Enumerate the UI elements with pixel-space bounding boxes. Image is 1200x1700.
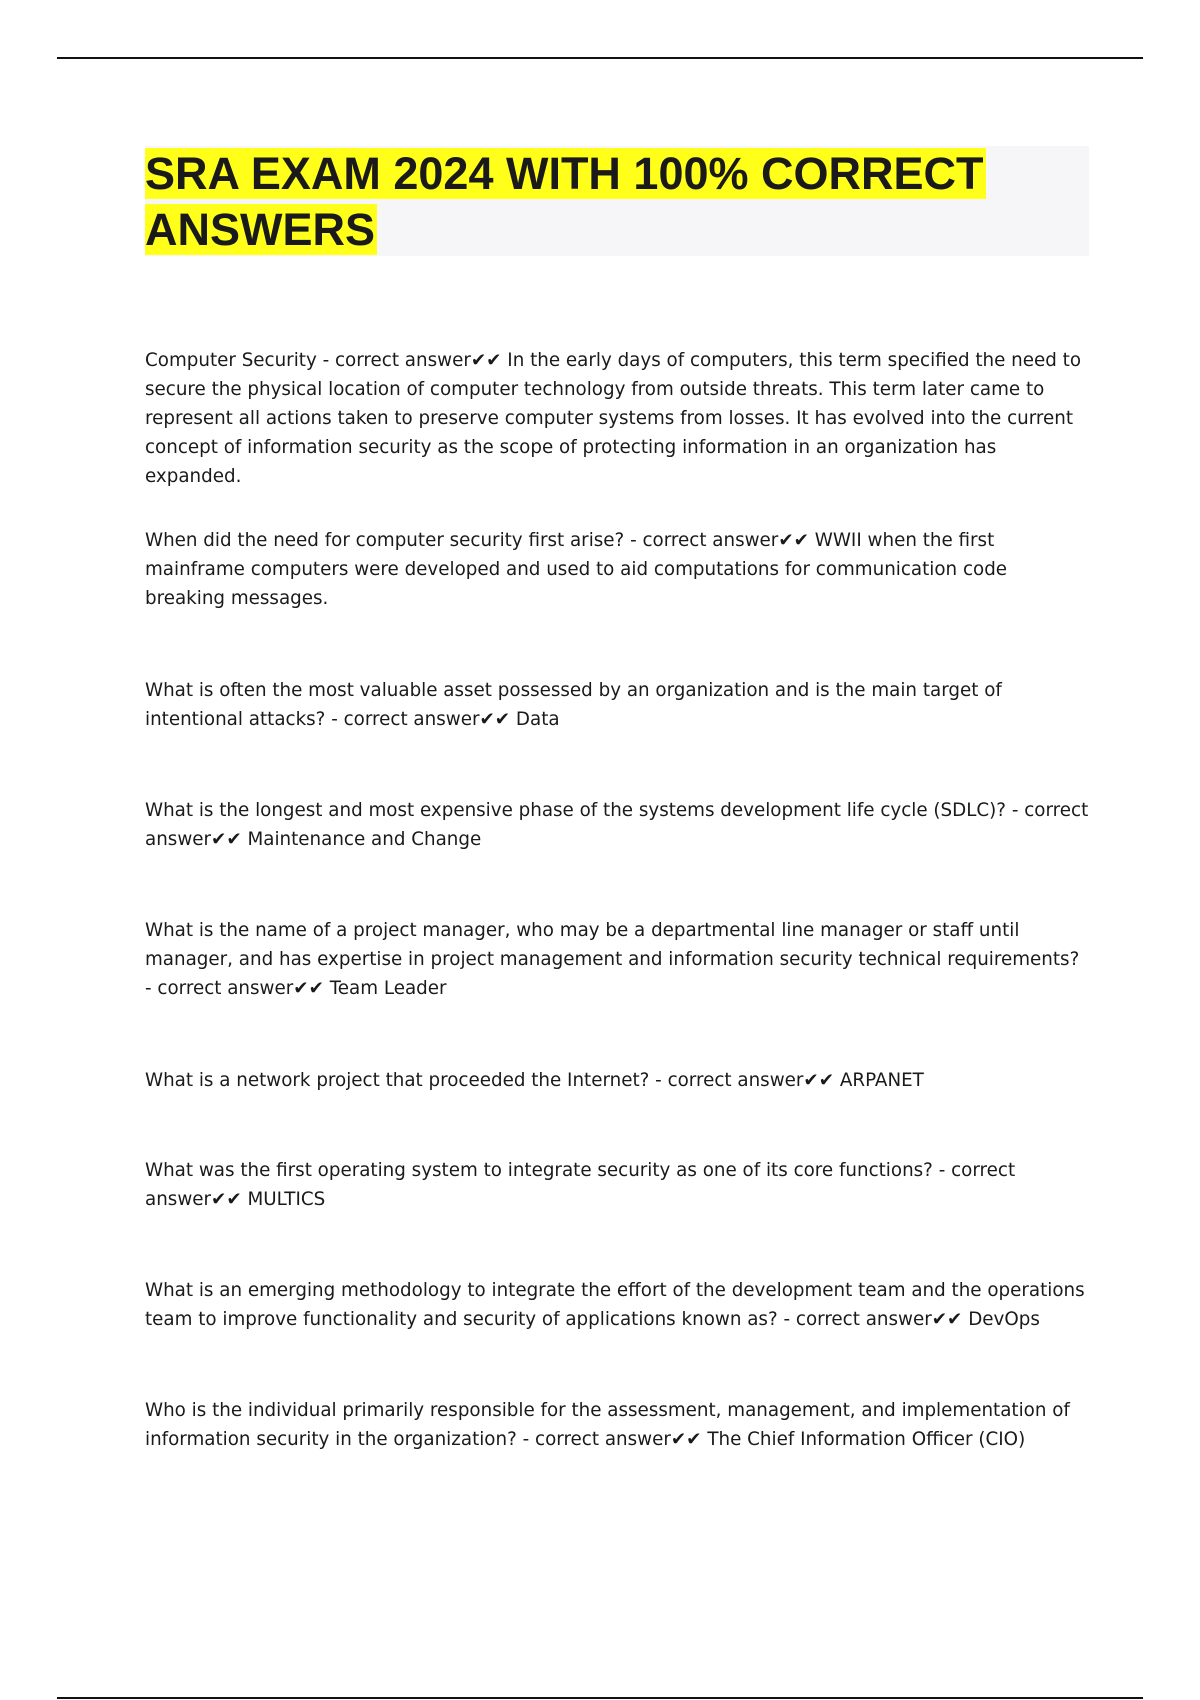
qa-item (145, 676, 1090, 734)
answer-text: DevOps (968, 1309, 1040, 1330)
answer-text: ARPANET (839, 1070, 924, 1091)
qa-item (145, 1276, 1090, 1334)
question-text: What was the first operating system to integrate security as one of its core functions? (145, 1160, 933, 1181)
answer-marker: - correct answer✔✔ (630, 530, 809, 551)
answer-marker: - correct answer✔✔ (655, 1070, 835, 1091)
answer-text: WWII when the first mainframe computers were developed and used to aid computations for communication code breaking messages. (145, 530, 1008, 609)
qa-item (145, 1396, 1090, 1454)
title-block (145, 146, 1089, 256)
page-title (145, 146, 1089, 258)
answer-text: The Chief Information Officer (CIO) (707, 1429, 1026, 1450)
answer-text: In the early days of computers, this term specified the need to secure the physical location of computer technology from outside threats. This term later came to represent all actions taken to preserve computer systems from losses. It has evolved into the current concept of information security as the scope of protecting information in an organization has expanded. (145, 350, 1082, 487)
answer-text: Data (515, 709, 560, 730)
answer-text: Team Leader (329, 978, 447, 999)
question-text: What is often the most valuable asset possessed by an organization and is the main target of intentional attacks? (145, 680, 1002, 730)
qa-item (145, 916, 1090, 1003)
answer-text: MULTICS (247, 1189, 326, 1210)
qa-item (145, 796, 1090, 854)
answer-text: Maintenance and Change (247, 829, 482, 850)
question-text: What is a network project that proceeded the Internet? (145, 1070, 650, 1091)
question-text: What is the longest and most expensive phase of the systems development life cycle (SDLC)? (145, 800, 1007, 821)
qa-item (145, 1066, 924, 1095)
question-text: When did the need for computer security first arise? (145, 530, 625, 551)
qa-item (145, 346, 1090, 491)
answer-marker: - correct answer✔✔ (783, 1309, 963, 1330)
question-text: What is an emerging methodology to integrate the effort of the development team and the operations team to improve functionality and security of applications known as? (145, 1280, 1085, 1330)
answer-marker: - correct answer✔✔ (522, 1429, 702, 1450)
question-text: Who is the individual primarily responsible for the assessment, management, and implementation of information security in the organization? (145, 1400, 1070, 1450)
answer-marker: - correct answer✔✔ (145, 1160, 1016, 1210)
answer-marker: - correct answer✔✔ (145, 800, 1089, 850)
header-rule (57, 57, 1143, 59)
answer-marker: - correct answer✔✔ (322, 350, 502, 371)
answer-marker: - correct answer✔✔ (331, 709, 511, 730)
answer-marker: - correct answer✔✔ (145, 978, 324, 999)
footer-rule (57, 1697, 1143, 1699)
question-text: What is the name of a project manager, who may be a departmental line manager or staff until manager, and has expertise in project management and information security technical requirements? (145, 920, 1080, 970)
qa-item (145, 526, 1090, 613)
page-title-text: SRA EXAM 2024 WITH 100% CORRECT ANSWERS (145, 148, 984, 255)
question-text: Computer Security (145, 350, 317, 371)
qa-item (145, 1156, 1090, 1214)
